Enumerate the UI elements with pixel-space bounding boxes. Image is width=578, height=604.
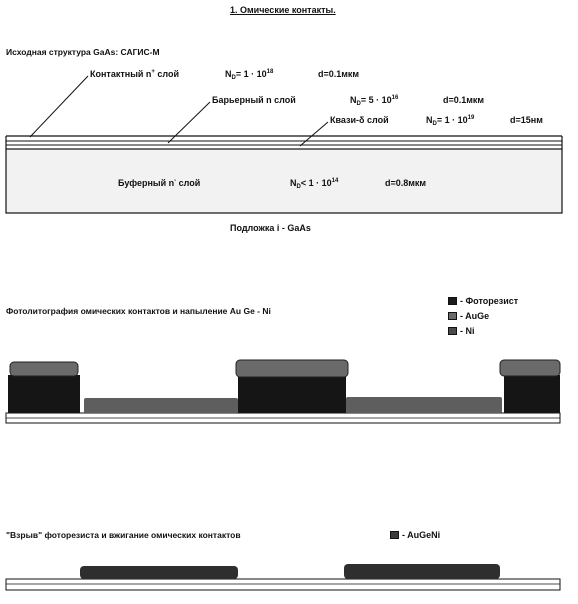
substrate-label: Подложка i - GaAs — [230, 223, 311, 233]
legend-photoresist-label: - Фоторезист — [460, 296, 519, 306]
buffer-layer-label — [118, 179, 200, 188]
contact-nd-main: N — [225, 69, 232, 79]
legend-auge-swatch — [448, 312, 457, 320]
ohmic-contact-1 — [80, 566, 238, 579]
barrier-nd-exp: 16 — [391, 95, 399, 101]
legend-ni-swatch — [448, 327, 457, 335]
metal-cap-3 — [500, 360, 560, 376]
quasi-nd-sub: D — [432, 121, 437, 127]
section2-title: Фотолитография омических контактов и напыление Au Ge - Ni — [6, 306, 271, 316]
metal-cap-1 — [10, 362, 78, 376]
photoresist-block-1 — [8, 375, 80, 413]
contact-nd-exp: 18 — [266, 69, 274, 75]
barrier-layer-label: Барьерный n слой — [212, 95, 296, 105]
quasi-nd-main: N — [426, 115, 433, 125]
auge-opening-2 — [346, 397, 502, 413]
page-title: 1. Омические контакты. — [230, 5, 336, 15]
barrier-nd-sub: D — [356, 101, 361, 107]
layer-stack — [6, 76, 562, 213]
contact-layer-thickness: d=0.1мкм — [318, 69, 360, 79]
photoresist-block-2 — [238, 377, 346, 413]
buffer-nd-exp: 14 — [331, 178, 339, 184]
barrier-layer-pointer — [168, 102, 210, 143]
contact-layer-name-tail: слой — [154, 69, 180, 79]
ohmic-contact-2 — [344, 564, 500, 579]
legend-photoresist-swatch — [448, 297, 457, 305]
photolithography-diagram — [6, 360, 560, 423]
photoresist-block-3 — [504, 375, 560, 413]
quasi-layer-label: Квази-δ слой — [330, 115, 389, 125]
buffer-layer-name-sup: - — [174, 178, 177, 184]
quasi-nd-exp: 19 — [467, 115, 475, 121]
contact-layer-pointer — [30, 76, 88, 137]
legend-auge-label: - AuGe — [460, 311, 490, 321]
contact-nd-value: = 1 · 10 — [235, 69, 267, 79]
auge-opening-1 — [84, 398, 238, 413]
quasi-nd-value: = 1 · 10 — [436, 115, 468, 125]
barrier-layer-thickness: d=0.1мкм — [443, 95, 485, 105]
substrate-band-3 — [6, 579, 560, 590]
quasi-layer-thickness: d=15нм — [510, 115, 543, 125]
section1-title: Исходная структура GaAs: САГИС-М — [6, 47, 160, 57]
contact-layer-name: Контактный n — [90, 69, 152, 79]
buffer-nd-main: N — [290, 178, 297, 188]
buffer-nd-value: < 1 · 10 — [300, 178, 332, 188]
section3-title: "Взрыв" фоторезиста и вжигание омических контактов — [6, 530, 241, 540]
buffer-layer-thickness: d=0.8мкм — [385, 178, 427, 188]
legend-augeni-label: - AuGeNi — [402, 530, 441, 540]
buffer-nd-sub: D — [296, 184, 301, 190]
liftoff-diagram — [6, 564, 560, 590]
buffer-layer-nd — [290, 179, 338, 188]
metal-cap-2 — [236, 360, 348, 377]
quasi-layer-pointer — [300, 122, 328, 146]
buffer-layer-name: Буферный n — [118, 178, 175, 188]
barrier-nd-value: = 5 · 10 — [360, 95, 392, 105]
contact-layer-name-sup: + — [151, 69, 155, 75]
legend-ni-label: - Ni — [460, 326, 475, 336]
legend-augeni-swatch — [390, 531, 399, 539]
buffer-layer-rect — [6, 149, 562, 213]
barrier-nd-main: N — [350, 95, 357, 105]
buffer-layer-name-tail: слой — [176, 178, 201, 188]
contact-nd-sub: D — [231, 75, 236, 81]
